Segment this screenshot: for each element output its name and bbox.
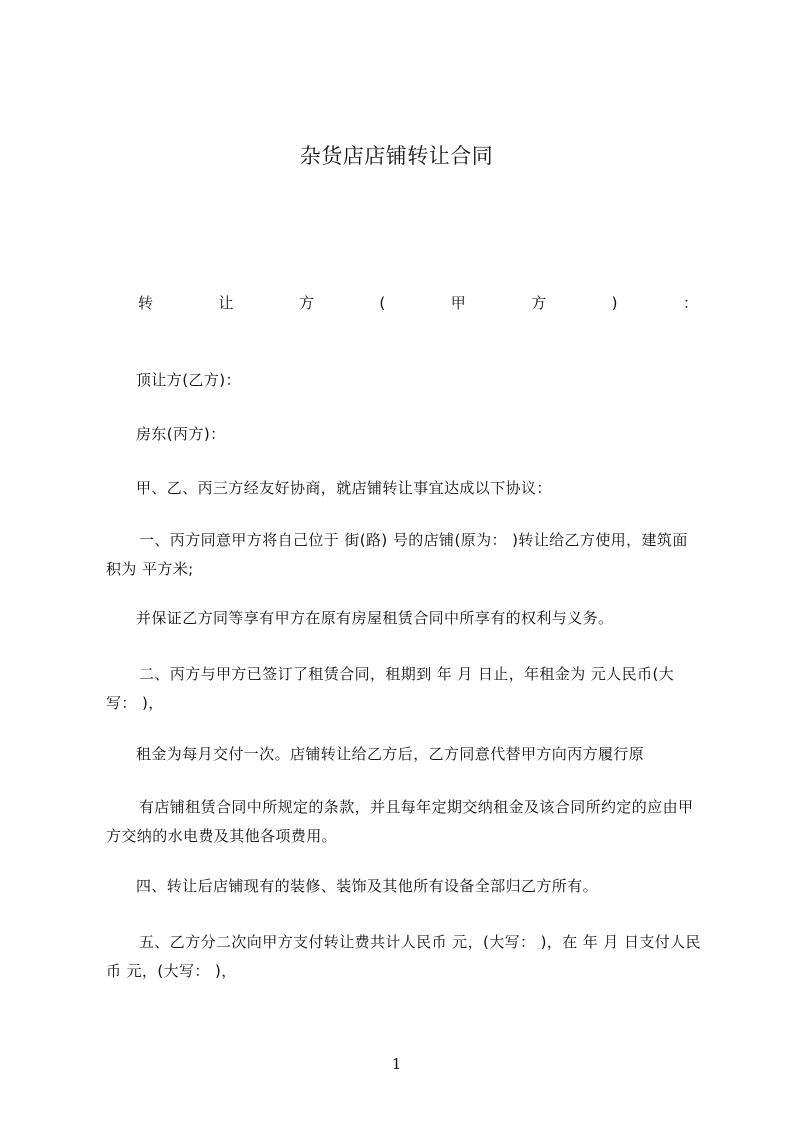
page-number: 1	[391, 1055, 402, 1073]
transferor-char: 让	[218, 294, 234, 312]
transferor-line	[138, 292, 698, 314]
clause-2: 二、丙方与甲方已签订了租赁合同，租期到 年 月 日止，年租金为 元人民币(大写： )，	[106, 665, 675, 712]
clause-1-continued: 并保证乙方同等享有甲方在原有房屋租赁合同中所享有的权利与义务。	[136, 609, 614, 627]
transferor-char: 方	[531, 294, 547, 312]
clause-5: 五、乙方分二次向甲方支付转让费共计人民币 元，(大写： )，在 年 月 日支付人民币 元，(大写： )，	[106, 933, 701, 980]
transferor-char: 转	[138, 294, 154, 312]
transferor-char: (	[379, 294, 386, 312]
assignee-line: 顶让方(乙方)：	[136, 371, 241, 389]
clause-3: 有店铺租赁合同中所规定的条款，并且每年定期交纳租金及该合同所约定的应由甲方交纳的水电费及其他各项费用。	[106, 798, 694, 845]
clause-2-continued: 租金为每月交付一次。店铺转让给乙方后，乙方同意代替甲方向丙方履行原	[136, 745, 645, 763]
landlord-line: 房东(丙方)：	[136, 425, 226, 443]
transferor-char: 方	[298, 294, 314, 312]
transferor-char: )	[611, 294, 618, 312]
clause-4: 四、转让后店铺现有的装修、装饰及其他所有设备全部归乙方所有。	[136, 877, 599, 895]
document-title: 杂货店店铺转让合同	[299, 144, 494, 168]
transferor-char: ：	[682, 294, 698, 312]
clause-1: 一、丙方同意甲方将自己位于 街(路) 号的店铺(原为： )转让给乙方使用，建筑面积为 平方米;	[106, 531, 688, 578]
intro-paragraph: 甲、乙、丙三方经友好协商，就店铺转让事宜达成以下协议：	[136, 479, 552, 497]
transferor-char: 甲	[450, 294, 466, 312]
